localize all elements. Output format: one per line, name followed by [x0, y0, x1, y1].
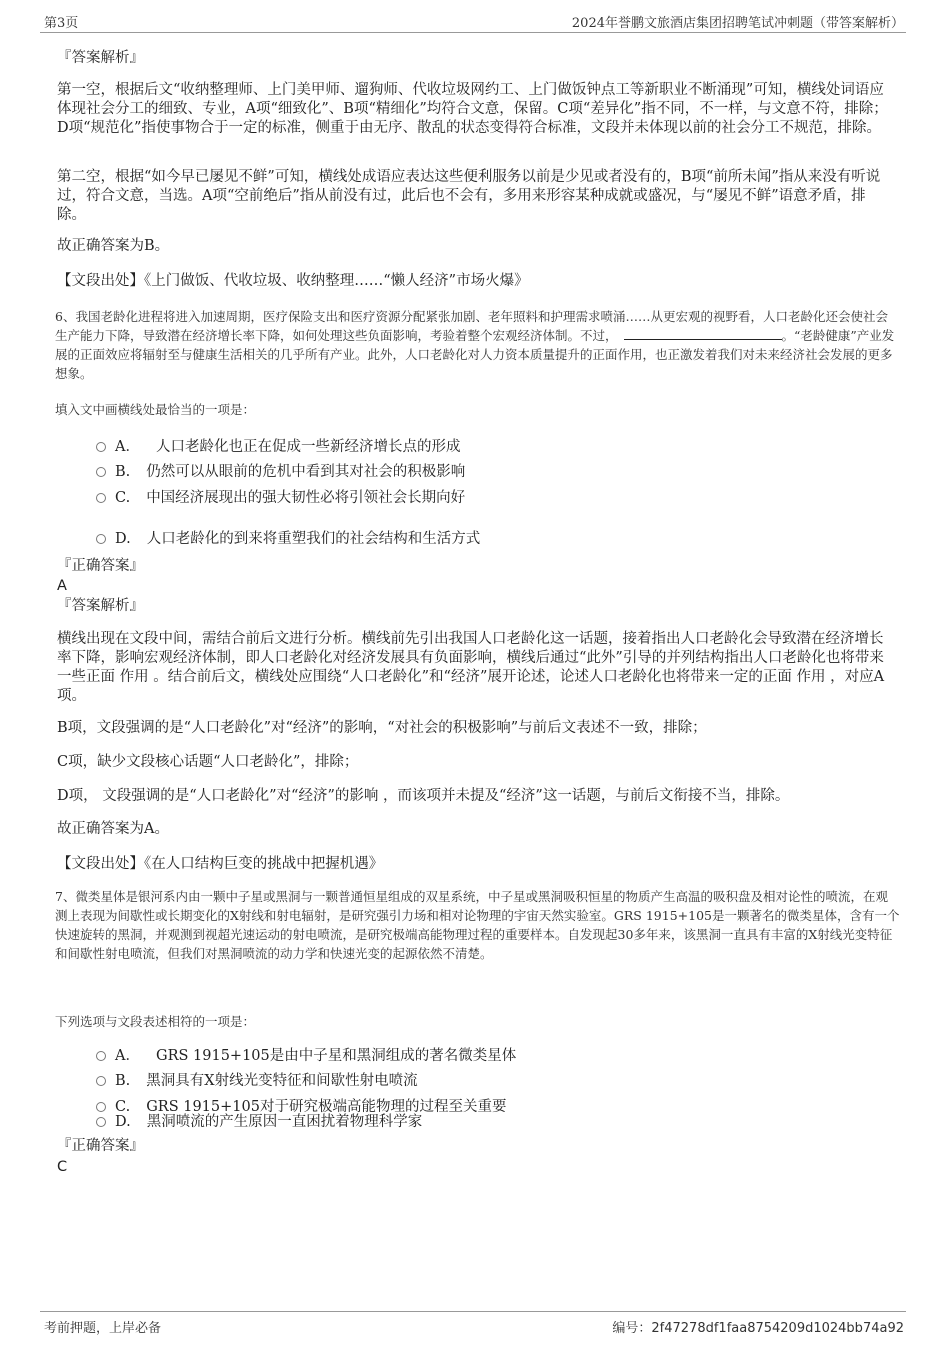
option-a[interactable]: A． 人口老龄化也正在促成一些新经济增长点的形成	[96, 437, 460, 457]
option-d[interactable]: D. 人口老龄化的到来将重塑我们的社会结构和生活方式	[96, 529, 480, 549]
option-d[interactable]: D. 黑洞喷流的产生原因一直困扰着物理科学家	[96, 1112, 422, 1132]
question-6-text	[55, 307, 900, 383]
correct-answer: C	[57, 1159, 68, 1175]
document-title: 2024年誉鹏文旅酒店集团招聘笔试冲刺题（带答案解析）	[571, 16, 904, 31]
radio-icon[interactable]	[96, 493, 106, 503]
radio-icon[interactable]	[96, 1102, 106, 1112]
question-6-text-part1: 6、我国老龄化进程将进入加速周期，医疗保险支出和医疗资源分配紧张加剧、老年照料和护理需求喷涌……从更宏观的视野看，人口老龄化还会使社会生产能力下降，导致潜在经济增长率下降，如何处理这些负面影响，考验着整个宏观经济体制。不过，	[55, 309, 888, 343]
analysis-paragraph: 横线出现在文段中间，需结合前后文进行分析。横线前先引出我国人口老龄化这一话题，接着指出人口老龄化会导致潜在经济增长率下降，影响宏观经济体制，即人口老龄化对经济发展具有负面影响，横线后通过“此外”引导的并列结构指出人口老龄化也将带来一些正面 作用 。结合前后文，横线处应围绕“人口老龄化”和“经济”展开论述，论述人口老龄化也将带来一定的正面 作用 ，对应A项。	[57, 631, 885, 704]
radio-icon[interactable]	[96, 534, 106, 544]
footer-divider	[40, 1311, 906, 1312]
option-b[interactable]: B. 黑洞具有X射线光变特征和间歇性射电喷流	[96, 1071, 418, 1091]
question-7-prompt: 下列选项与文段表述相符的一项是：	[55, 1014, 256, 1029]
radio-icon[interactable]	[96, 1076, 106, 1086]
fill-blank-line	[624, 327, 782, 340]
question-7-text: 7、微类星体是银河系内由一颗中子星或黑洞与一颗普通恒星组成的双星系统，中子星或黑洞吸积恒星的物质产生高温的吸积盘及相对论性的喷流，在观测上表现为间歇性或长期变化的X射线和射电辐射，是研究强引力场和相对论物理的宇宙天然实验室。GRS 1915+105是一颗著名的微类星体，含有一个快速旋转的黑洞，并观测到视超光速运动的射电喷流，是研究极端高能物理过程的重要样本。自发现起30多年来，该黑洞一直具有丰富的X射线光变特征和间歇性射电喷流，但我们对黑洞喷流的动力学和快速光变的起源依然不清楚。	[55, 889, 900, 961]
question-6-text-part2: 。“老龄健康”产业发展的正面效应将辐射至与健康生活相关的几乎所有产业。此外，人口老龄化对人力资本质量提升的正面作用，也正激发着我们对未来经济社会发展的更多想象。	[55, 328, 895, 381]
conclusion-text: 故正确答案为A。	[57, 821, 169, 837]
footer-slogan: 考前押题，上岸必备	[44, 1321, 162, 1336]
question-6-prompt: 填入文中画横线处最恰当的一项是：	[55, 402, 256, 417]
option-c[interactable]: C. GRS 1915+105对于研究极端高能物理的过程至关重要	[96, 1097, 506, 1117]
source-citation: 【文段出处】《在人口结构巨变的挑战中把握机遇》	[57, 856, 384, 872]
option-a[interactable]: A． GRS 1915+105是由中子星和黑洞组成的著名微类星体	[96, 1046, 516, 1066]
source-citation: 【文段出处】《上门做饭、代收垃圾、收纳整理……“懒人经济”市场火爆》	[57, 273, 529, 289]
header-divider	[40, 32, 906, 33]
analysis-label: 『答案解析』	[57, 50, 144, 66]
page-number: 第3页	[44, 16, 79, 31]
analysis-paragraph: B项，文段强调的是“人口老龄化”对“经济”的影响，“对社会的积极影响”与前后文表述不一致，排除；	[57, 720, 707, 736]
conclusion-text: 故正确答案为B。	[57, 238, 170, 254]
radio-icon[interactable]	[96, 1117, 106, 1127]
radio-icon[interactable]	[96, 442, 106, 452]
option-b[interactable]: B. 仍然可以从眼前的危机中看到其对社会的积极影响	[96, 462, 465, 482]
document-code: 编号：2f47278df1faa8754209d1024bb74a92	[612, 1321, 904, 1336]
correct-answer: A	[57, 578, 67, 594]
analysis-paragraph: C项，缺少文段核心话题“人口老龄化”，排除；	[57, 754, 359, 770]
correct-answer-label: 『正确答案』	[57, 558, 144, 574]
analysis-label: 『答案解析』	[57, 598, 144, 614]
option-c[interactable]: C. 中国经济展现出的强大韧性必将引领社会长期向好	[96, 488, 465, 508]
analysis-paragraph: 第一空，根据后文“收纳整理师、上门美甲师、遛狗师、代收垃圾网约工、上门做饭钟点工等新职业不断涌现”可知，横线处词语应体现社会分工的细致、专业，A项“细致化”、B项“精细化”均符合文意，保留。C项“差异化”指不同，不一样，与文意不符，排除；D项“规范化”指使事物合于一定的标准，侧重于由无序、散乱的状态变得符合标准，文段并未体现以前的社会分工不规范，排除。	[57, 82, 888, 136]
radio-icon[interactable]	[96, 467, 106, 477]
analysis-paragraph: 第二空，根据“如今早已屡见不鲜”可知，横线处成语应表达这些便利服务以前是少见或者没有的，B项“前所未闻”指从来没有听说过，符合文意，当选。A项“空前绝后”指从前没有过，此后也不会有，多用来形容某种成就或盛况，与“屡见不鲜”语意矛盾，排除。	[57, 169, 881, 223]
analysis-paragraph: D项， 文段强调的是“人口老龄化”对“经济”的影响 ，而该项并未提及“经济”这一话题，与前后文衔接不当，排除。	[57, 788, 790, 804]
correct-answer-label: 『正确答案』	[57, 1138, 144, 1154]
radio-icon[interactable]	[96, 1051, 106, 1061]
